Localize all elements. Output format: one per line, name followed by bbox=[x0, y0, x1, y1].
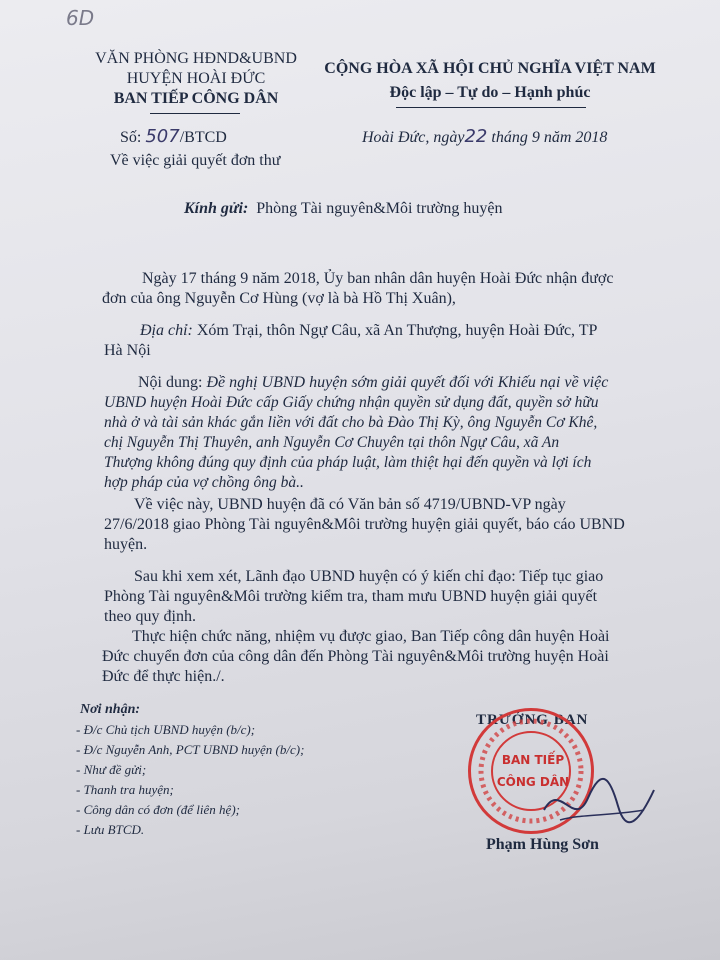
address-line1: Địa chỉ: Xóm Trại, thôn Ngự Câu, xã An Thượng, huyện Hoài Đức, TP bbox=[140, 322, 598, 339]
para-review-line3: theo quy định. bbox=[104, 608, 196, 625]
distribution-title: Nơi nhận: bbox=[80, 702, 141, 717]
signer-name: Phạm Hùng Sơn bbox=[486, 836, 599, 853]
address-line2: Hà Nội bbox=[104, 342, 151, 359]
motto-underline bbox=[396, 107, 586, 108]
document-subject: Về việc giải quyết đơn thư bbox=[110, 152, 281, 169]
para-directive-line2: 27/6/2018 giao Phòng Tài nguyên&Môi trường huyện giải quyết, báo cáo UBND bbox=[104, 516, 625, 533]
handwritten-signature bbox=[540, 770, 660, 840]
para-directive-line1: Về việc này, UBND huyện đã có Văn bản số 4719/UBND-VP ngày bbox=[134, 496, 566, 513]
distribution-item: - Đ/c Chủ tịch UBND huyện (b/c); bbox=[76, 722, 256, 737]
para-forward-line2: Đức chuyển đơn của công dân đến Phòng Tài nguyên&Môi trường huyện Hoài bbox=[102, 648, 609, 665]
national-title: CỘNG HÒA XÃ HỘI CHỦ NGHĨA VIỆT NAM bbox=[324, 60, 656, 77]
distribution-item: - Thanh tra huyện; bbox=[76, 782, 174, 797]
para-received-line1: Ngày 17 tháng 9 năm 2018, Ủy ban nhân dân huyện Hoài Đức nhận được bbox=[142, 270, 614, 287]
distribution-item: - Công dân có đơn (để liên hệ); bbox=[76, 802, 240, 817]
document-date: Hoài Đức, ngày22 tháng 9 năm 2018 bbox=[362, 126, 608, 147]
distribution-item: - Đ/c Nguyễn Anh, PCT UBND huyện (b/c); bbox=[76, 742, 305, 757]
content-line2: UBND huyện Hoài Đức cấp Giấy chứng nhận quyền sử dụng đất, quyền sở hữu bbox=[104, 394, 599, 411]
para-review-line1: Sau khi xem xét, Lãnh đạo UBND huyện có ý kiến chỉ đạo: Tiếp tục giao bbox=[134, 568, 604, 585]
handwritten-number: 507 bbox=[145, 126, 180, 147]
margin-note: 6D bbox=[66, 6, 95, 30]
content-line4: chị Nguyễn Thị Thuyên, anh Nguyễn Cơ Chuyên tại thôn Ngự Câu, xã An bbox=[104, 434, 560, 451]
issuer-district: HUYỆN HOÀI ĐỨC bbox=[126, 70, 266, 87]
para-review-line2: Phòng Tài nguyên&Môi trường kiểm tra, tham mưu UBND huyện giải quyết bbox=[104, 588, 598, 605]
para-forward-line3: Đức để thực hiện./. bbox=[102, 668, 225, 685]
document-number: Số: 507/BTCD bbox=[120, 126, 227, 147]
content-line3: nhà ở và tài sản khác gắn liền với đất cho bà Đào Thị Kỳ, ông Nguyễn Cơ Khê, bbox=[104, 414, 598, 431]
seal-text-line2: CÔNG DÂN bbox=[496, 775, 570, 789]
distribution-item: - Như đề gửi; bbox=[76, 762, 147, 777]
content-line5: Thượng không đúng quy định của pháp luật, làm thiệt hại đến quyền và lợi ích bbox=[104, 454, 592, 471]
seal-text-line1: BAN TIẾP bbox=[501, 753, 565, 767]
para-forward-line1: Thực hiện chức năng, nhiệm vụ được giao, Ban Tiếp công dân huyện Hoài bbox=[132, 628, 610, 645]
signer-title: TRƯỞNG BAN bbox=[476, 712, 589, 728]
issuer-office: VĂN PHÒNG HĐND&UBND bbox=[95, 50, 297, 67]
distribution-item: - Lưu BTCD. bbox=[76, 822, 145, 837]
issuer-unit: BAN TIẾP CÔNG DÂN bbox=[113, 90, 279, 107]
handwritten-day: 22 bbox=[464, 126, 488, 147]
content-line1: Nội dung: Đề nghị UBND huyện sớm giải quyết đối với Khiếu nại về việc bbox=[138, 374, 609, 391]
recipient-line: Kính gửi: Phòng Tài nguyên&Môi trường huyện bbox=[184, 200, 503, 217]
para-directive-line3: huyện. bbox=[104, 536, 148, 553]
para-received-line2: đơn của ông Nguyễn Cơ Hùng (vợ là bà Hồ Thị Xuân), bbox=[102, 290, 456, 307]
issuer-underline bbox=[150, 113, 240, 114]
content-line6: hợp pháp của vợ chồng ông bà.. bbox=[104, 474, 304, 491]
national-motto: Độc lập – Tự do – Hạnh phúc bbox=[389, 84, 591, 101]
